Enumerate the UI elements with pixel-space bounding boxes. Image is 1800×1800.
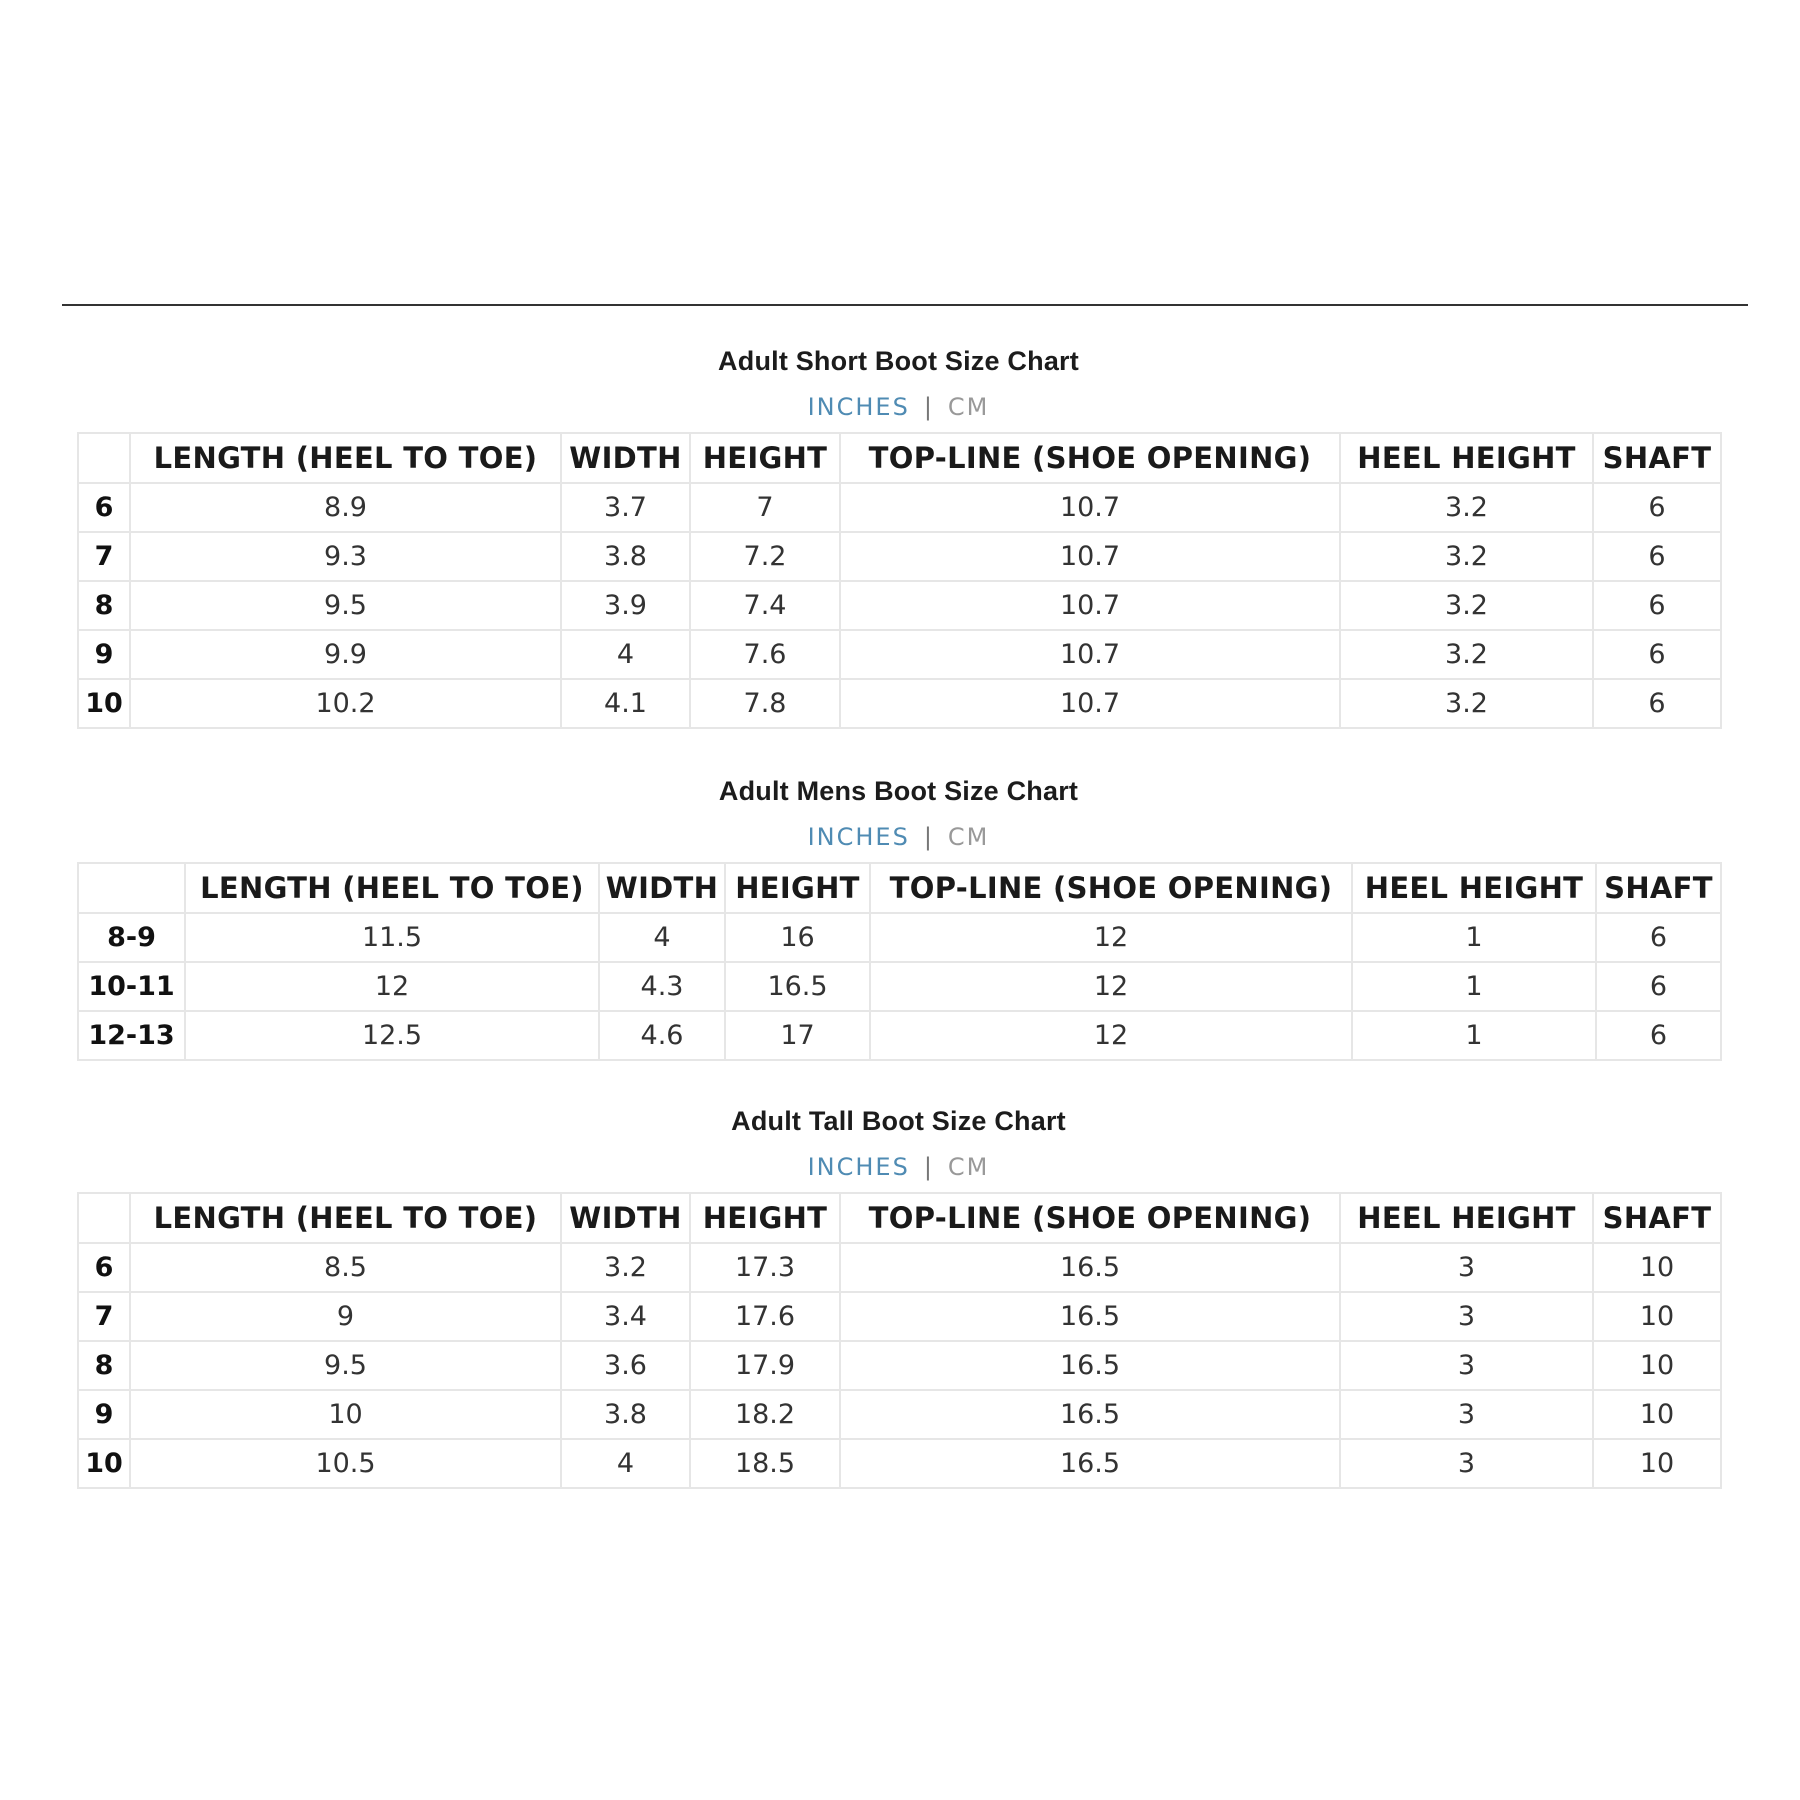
top-line-cell: 16.5 [840, 1341, 1340, 1390]
height-cell: 7.8 [690, 679, 840, 728]
table-row [78, 913, 1721, 962]
table-row [78, 1243, 1721, 1292]
shaft-cell: 6 [1593, 483, 1721, 532]
length-cell: 11.5 [185, 913, 599, 962]
height-cell: 7.4 [690, 581, 840, 630]
heel-height-cell: 3 [1340, 1390, 1593, 1439]
column-header-top-line: TOP-LINE (SHOE OPENING) [870, 863, 1352, 913]
size-cell: 8 [78, 581, 130, 630]
top-line-cell: 10.7 [840, 679, 1340, 728]
length-cell: 12 [185, 962, 599, 1011]
column-header-size [78, 863, 185, 913]
table-row [78, 679, 1721, 728]
length-cell: 8.9 [130, 483, 561, 532]
height-cell: 7 [690, 483, 840, 532]
width-cell: 3.4 [561, 1292, 690, 1341]
column-header-width: WIDTH [599, 863, 725, 913]
heel-height-cell: 3 [1340, 1243, 1593, 1292]
heel-height-cell: 3.2 [1340, 532, 1593, 581]
column-header-size [78, 1193, 130, 1243]
size-cell: 12-13 [78, 1011, 185, 1060]
column-header-heel-height: HEEL HEIGHT [1340, 1193, 1593, 1243]
short-boot-chart [77, 340, 1720, 729]
width-cell: 4.3 [599, 962, 725, 1011]
heel-height-cell: 3.2 [1340, 630, 1593, 679]
size-cell: 10-11 [78, 962, 185, 1011]
column-header-heel-height: HEEL HEIGHT [1352, 863, 1596, 913]
height-cell: 16 [725, 913, 870, 962]
column-header-shaft: SHAFT [1593, 433, 1721, 483]
top-line-cell: 12 [870, 962, 1352, 1011]
unit-separator: | [923, 393, 934, 421]
width-cell: 3.6 [561, 1341, 690, 1390]
width-cell: 4.6 [599, 1011, 725, 1060]
height-cell: 17.3 [690, 1243, 840, 1292]
size-cell: 9 [78, 1390, 130, 1439]
shaft-cell: 6 [1593, 532, 1721, 581]
shaft-cell: 10 [1593, 1439, 1721, 1488]
height-cell: 17.6 [690, 1292, 840, 1341]
heel-height-cell: 3 [1340, 1439, 1593, 1488]
shaft-cell: 10 [1593, 1292, 1721, 1341]
width-cell: 4 [561, 1439, 690, 1488]
table-header-row [78, 433, 1721, 483]
top-line-cell: 10.7 [840, 630, 1340, 679]
unit-cm-button[interactable]: CM [947, 393, 990, 421]
shaft-cell: 10 [1593, 1390, 1721, 1439]
length-cell: 10.2 [130, 679, 561, 728]
top-line-cell: 16.5 [840, 1439, 1340, 1488]
length-cell: 10.5 [130, 1439, 561, 1488]
length-cell: 9.5 [130, 581, 561, 630]
table-row [78, 1439, 1721, 1488]
size-cell: 8-9 [78, 913, 185, 962]
height-cell: 7.2 [690, 532, 840, 581]
chart-title: Adult Tall Boot Size Chart [731, 1106, 1066, 1136]
top-line-cell: 16.5 [840, 1292, 1340, 1341]
column-header-top-line: TOP-LINE (SHOE OPENING) [840, 1193, 1340, 1243]
column-header-length: LENGTH (HEEL TO TOE) [130, 1193, 561, 1243]
height-cell: 18.5 [690, 1439, 840, 1488]
top-line-cell: 12 [870, 913, 1352, 962]
shaft-cell: 6 [1593, 581, 1721, 630]
table-row [78, 962, 1721, 1011]
length-cell: 9.9 [130, 630, 561, 679]
column-header-width: WIDTH [561, 433, 690, 483]
column-header-height: HEIGHT [690, 1193, 840, 1243]
shaft-cell: 6 [1593, 679, 1721, 728]
unit-toggle [77, 1142, 1720, 1192]
table-row [78, 1341, 1721, 1390]
size-table [77, 862, 1722, 1061]
unit-inches-button[interactable]: INCHES [807, 393, 910, 421]
width-cell: 3.2 [561, 1243, 690, 1292]
height-cell: 18.2 [690, 1390, 840, 1439]
unit-toggle [77, 382, 1720, 432]
column-header-size [78, 433, 130, 483]
size-cell: 6 [78, 1243, 130, 1292]
heel-height-cell: 3.2 [1340, 679, 1593, 728]
heel-height-cell: 1 [1352, 962, 1596, 1011]
table-row [78, 1011, 1721, 1060]
height-cell: 16.5 [725, 962, 870, 1011]
size-table [77, 1192, 1722, 1489]
width-cell: 4 [561, 630, 690, 679]
table-row [78, 532, 1721, 581]
unit-inches-button[interactable]: INCHES [807, 1153, 910, 1181]
column-header-width: WIDTH [561, 1193, 690, 1243]
size-cell: 7 [78, 532, 130, 581]
table-row [78, 1390, 1721, 1439]
top-line-cell: 16.5 [840, 1390, 1340, 1439]
size-cell: 9 [78, 630, 130, 679]
unit-cm-button[interactable]: CM [947, 1153, 990, 1181]
chart-title: Adult Mens Boot Size Chart [718, 776, 1079, 806]
width-cell: 3.8 [561, 532, 690, 581]
column-header-height: HEIGHT [725, 863, 870, 913]
size-cell: 8 [78, 1341, 130, 1390]
column-header-top-line: TOP-LINE (SHOE OPENING) [840, 433, 1340, 483]
width-cell: 3.9 [561, 581, 690, 630]
column-header-shaft: SHAFT [1596, 863, 1721, 913]
width-cell: 3.7 [561, 483, 690, 532]
table-row [78, 630, 1721, 679]
table-row [78, 1292, 1721, 1341]
unit-separator: | [923, 1153, 934, 1181]
height-cell: 17 [725, 1011, 870, 1060]
column-header-height: HEIGHT [690, 433, 840, 483]
column-header-length: LENGTH (HEEL TO TOE) [130, 433, 561, 483]
heel-height-cell: 3 [1340, 1292, 1593, 1341]
table-header-row [78, 1193, 1721, 1243]
shaft-cell: 6 [1596, 1011, 1721, 1060]
column-header-heel-height: HEEL HEIGHT [1340, 433, 1593, 483]
shaft-cell: 6 [1596, 962, 1721, 1011]
unit-separator: | [923, 823, 934, 851]
heel-height-cell: 1 [1352, 1011, 1596, 1060]
size-cell: 7 [78, 1292, 130, 1341]
size-cell: 10 [78, 1439, 130, 1488]
length-cell: 8.5 [130, 1243, 561, 1292]
heel-height-cell: 3.2 [1340, 581, 1593, 630]
shaft-cell: 6 [1593, 630, 1721, 679]
width-cell: 4.1 [561, 679, 690, 728]
top-line-cell: 16.5 [840, 1243, 1340, 1292]
chart-title: Adult Short Boot Size Chart [718, 346, 1079, 376]
table-header-row [78, 863, 1721, 913]
height-cell: 7.6 [690, 630, 840, 679]
length-cell: 9.3 [130, 532, 561, 581]
height-cell: 17.9 [690, 1341, 840, 1390]
heel-height-cell: 3.2 [1340, 483, 1593, 532]
size-cell: 6 [78, 483, 130, 532]
unit-toggle [77, 812, 1720, 862]
table-row [78, 581, 1721, 630]
column-header-shaft: SHAFT [1593, 1193, 1721, 1243]
top-divider [62, 304, 1748, 306]
shaft-cell: 10 [1593, 1341, 1721, 1390]
top-line-cell: 10.7 [840, 532, 1340, 581]
table-row [78, 483, 1721, 532]
column-header-length: LENGTH (HEEL TO TOE) [185, 863, 599, 913]
length-cell: 9.5 [130, 1341, 561, 1390]
width-cell: 3.8 [561, 1390, 690, 1439]
length-cell: 10 [130, 1390, 561, 1439]
shaft-cell: 6 [1596, 913, 1721, 962]
length-cell: 12.5 [185, 1011, 599, 1060]
size-table [77, 432, 1722, 729]
top-line-cell: 12 [870, 1011, 1352, 1060]
heel-height-cell: 1 [1352, 913, 1596, 962]
length-cell: 9 [130, 1292, 561, 1341]
top-line-cell: 10.7 [840, 581, 1340, 630]
shaft-cell: 10 [1593, 1243, 1721, 1292]
tall-boot-chart [77, 1100, 1720, 1489]
unit-cm-button[interactable]: CM [947, 823, 990, 851]
unit-inches-button[interactable]: INCHES [807, 823, 910, 851]
size-cell: 10 [78, 679, 130, 728]
top-line-cell: 10.7 [840, 483, 1340, 532]
width-cell: 4 [599, 913, 725, 962]
heel-height-cell: 3 [1340, 1341, 1593, 1390]
mens-boot-chart [77, 770, 1720, 1061]
